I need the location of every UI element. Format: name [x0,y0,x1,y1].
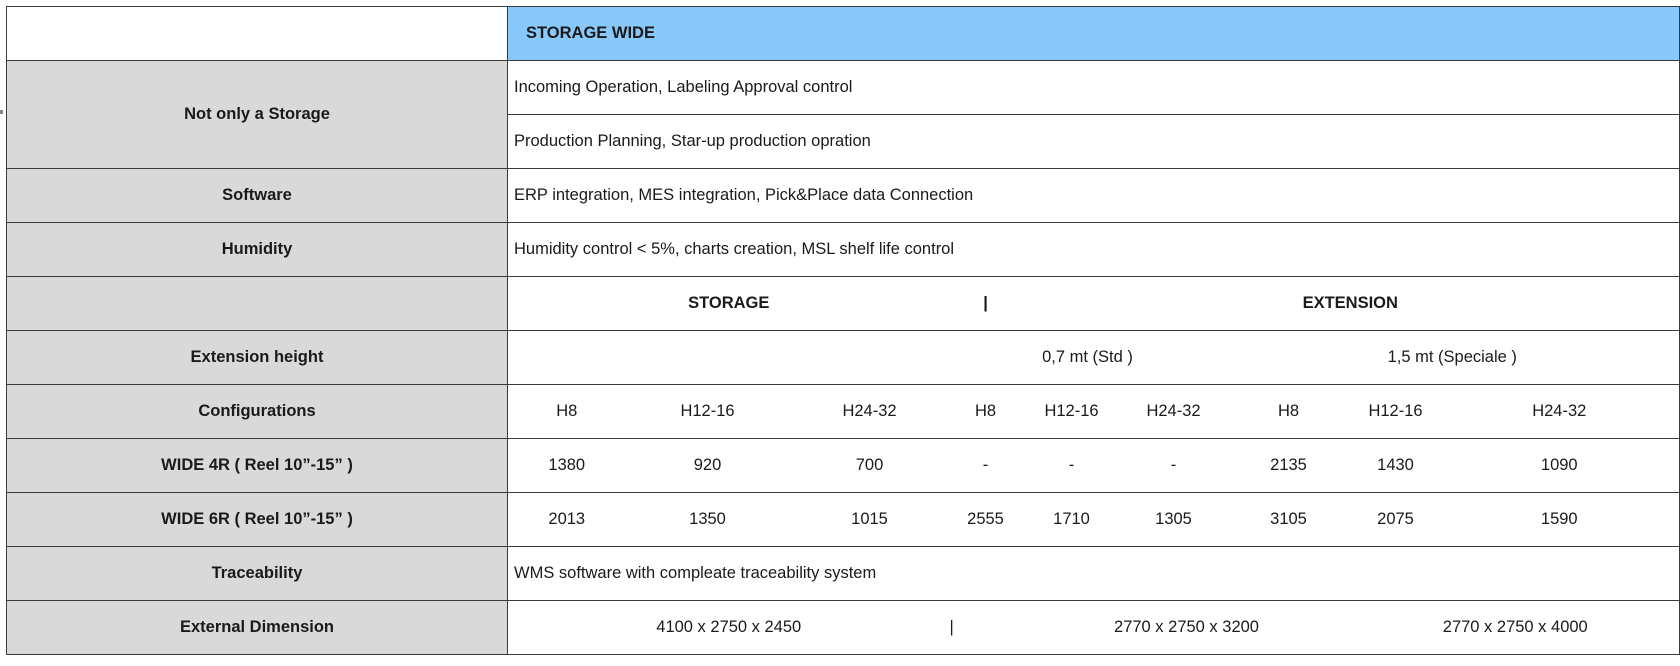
wide-4r-cell: 700 [790,439,950,493]
header-blank-cell [7,7,508,61]
external-dimension-label: External Dimension [7,601,508,655]
wide-6r-cell: 1710 [1022,493,1122,547]
wide-6r-row [7,493,1680,547]
external-dimension-separator: | [950,601,1022,655]
wide-6r-cell: 3105 [1226,493,1352,547]
wide-6r-cell: 2013 [508,493,626,547]
software-label: Software [7,169,508,223]
humidity-value: Humidity control < 5%, charts creation, MSL shelf life control [508,223,1680,277]
spec-sheet [6,6,1680,655]
wide-6r-cell: 1305 [1122,493,1226,547]
config-cell: H8 [950,385,1022,439]
extension-height-special: 1,5 mt (Speciale ) [1226,331,1680,385]
external-dimension-ext-special: 2770 x 2750 x 4000 [1352,601,1680,655]
traceability-value: WMS software with compleate traceability system [508,547,1680,601]
not-only-storage-row-1 [7,61,1680,115]
external-dimension-row [7,601,1680,655]
config-cell: H24-32 [1440,385,1680,439]
wide-6r-cell: 1015 [790,493,950,547]
section-label-blank [7,277,508,331]
wide-4r-cell: - [1022,439,1122,493]
storage-wide-header: STORAGE WIDE [508,7,1680,61]
wide-4r-label: WIDE 4R ( Reel 10”-15” ) [7,439,508,493]
config-cell: H24-32 [790,385,950,439]
extension-section-title: EXTENSION [1022,277,1680,331]
wide-4r-cell: 2135 [1226,439,1352,493]
extension-height-std: 0,7 mt (Std ) [950,331,1226,385]
wide-6r-cell: 2555 [950,493,1022,547]
wide-6r-cell: 2075 [1352,493,1440,547]
config-cell: H12-16 [626,385,790,439]
wide-4r-cell: 1380 [508,439,626,493]
wide-6r-cell: 1350 [626,493,790,547]
software-row [7,169,1680,223]
extension-height-storage-blank [508,331,950,385]
configurations-row [7,385,1680,439]
not-only-storage-label: Not only a Storage [7,61,508,169]
wide-4r-cell: 1090 [1440,439,1680,493]
config-cell: H8 [508,385,626,439]
wide-6r-label: WIDE 6R ( Reel 10”-15” ) [7,493,508,547]
external-dimension-storage: 4100 x 2750 x 2450 [508,601,950,655]
header-row [7,7,1680,61]
traceability-row [7,547,1680,601]
wide-4r-cell: - [1122,439,1226,493]
software-value: ERP integration, MES integration, Pick&Place data Connection [508,169,1680,223]
wide-4r-row [7,439,1680,493]
config-cell: H12-16 [1352,385,1440,439]
not-only-storage-line-1: Incoming Operation, Labeling Approval control [508,61,1680,115]
spec-table [6,6,1680,655]
section-row [7,277,1680,331]
left-edge-mark [0,110,3,114]
traceability-label: Traceability [7,547,508,601]
config-cell: H24-32 [1122,385,1226,439]
extension-height-row [7,331,1680,385]
config-cell: H12-16 [1022,385,1122,439]
wide-4r-cell: - [950,439,1022,493]
config-cell: H8 [1226,385,1352,439]
extension-height-label: Extension height [7,331,508,385]
storage-section-title: STORAGE [508,277,950,331]
section-separator: | [950,277,1022,331]
humidity-row [7,223,1680,277]
wide-4r-cell: 920 [626,439,790,493]
external-dimension-ext-std: 2770 x 2750 x 3200 [1022,601,1352,655]
wide-6r-cell: 1590 [1440,493,1680,547]
humidity-label: Humidity [7,223,508,277]
not-only-storage-line-2: Production Planning, Star-up production opration [508,115,1680,169]
configurations-label: Configurations [7,385,508,439]
wide-4r-cell: 1430 [1352,439,1440,493]
